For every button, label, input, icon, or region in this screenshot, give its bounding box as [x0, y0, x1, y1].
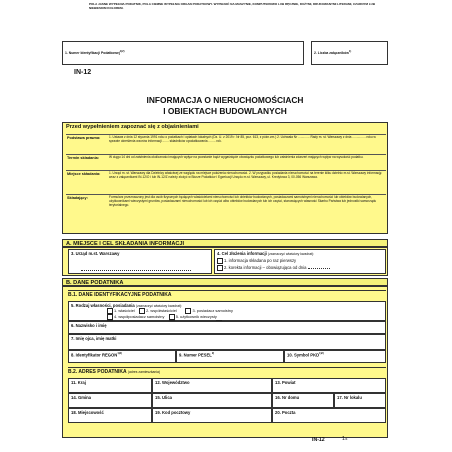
pesel-field[interactable]: 9. Numer PESEL$^{2)}$ — [176, 350, 284, 363]
header-note: POLA JASNE WYPEŁNIA PODATNIK, POLA CIEMNE WYPEŁNIA ORGAN PODATKOWY. WYPEŁNIĆ NA MASZYNIE, KOMPUTEROWO LUB RĘCZNIE, DUŻYMI, DRUKOWANYMI LITERAMI, CZARNYM LUB NIEBIESKIM KOLOREM. — [89, 2, 375, 10]
office-field[interactable]: 3. Urząd m.st. Warszawy — [68, 249, 212, 274]
apartment-number-field[interactable]: 17. Nr lokalu — [334, 393, 386, 408]
instruction-text: 1. Ustawa z dnia 12 stycznia 1991 roku o podatkach i opłatach lokalnych (Dz. U. z 2019 r. Nr 85, poz. 613, z późn.zm.) 2. Uchwała Nr ............. Rady m. st. Warszawy z dnia ............... roku w sprawie określenia wzorów informacji ....... składników opodatkowania ........ rok. — [109, 135, 376, 143]
purpose-option-correction[interactable]: 2. korekta informacji – obowiązująca od dnia — [217, 265, 383, 271]
purpose-field: 4. Cel złożenia informacji (zaznaczyć właściwy kwadrat): 1. informacja składana po raz pierwszy 2. korekta informacji – obowiązująca od dnia — [214, 249, 386, 274]
parents-names-field[interactable]: 7. Imię ojca, imię matki — [68, 334, 386, 350]
instruction-row — [66, 154, 386, 170]
page-number: 1/4 — [342, 436, 348, 442]
checkbox[interactable] — [217, 258, 223, 264]
instruction-label: Podstawa prawna: — [67, 136, 101, 140]
instructions-heading: Przed wypełnieniem zapoznać się z objaśnieniami — [66, 124, 199, 130]
section-a-heading: A. MIEJSCE I CEL SKŁADANIA INFORMACJI — [62, 239, 388, 247]
attachments-label: 2. Liczba załączników$^{1)}$ — [314, 50, 352, 56]
postal-code-field[interactable]: 19. Kod pocztowy — [152, 408, 272, 423]
county-field[interactable]: 13. Powiat — [272, 378, 386, 393]
municipality-field[interactable]: 14. Gmina — [68, 393, 152, 408]
instruction-label: Składający: — [67, 196, 88, 200]
instruction-text: 1. Urząd m. st. Warszawy dla Dzielnicy właściwej ze względu na miejsce położenia nieruchomości. 2. W przypadku posiadania nieruchomości na terenie kilku dzielnic m.st. Warszawy informację wraz z załącznikami IN-12/O i lub IN-12/Z należy złożyć w Biurze Podatków i Egzekucji Urzędu m.st. Warszawy, ul. Kredytowa 3, 00-056 Warszawa. — [109, 171, 382, 179]
instruction-text: W ciągu 14 dni od zaistnienia okoliczności mających wpływ na powstanie bądź wygaśnięcie obowiązku podatkowego lub zaistnienia zdarzeń mających wpływ na wysokość podatku. — [109, 155, 364, 159]
footer-form-code: IN-12 — [312, 437, 325, 443]
ownership-option[interactable]: 4. współposiadacz samoistny — [107, 314, 164, 319]
nip-field[interactable] — [62, 41, 304, 65]
ownership-option[interactable]: 5. użytkownik wieczysty — [169, 314, 217, 319]
voivodeship-field[interactable]: 12. Województwo — [152, 378, 272, 393]
nip-label: 1. Numer Identyfikacji Podatkowej$^{1)2)}$ — [65, 50, 125, 56]
section-b-heading: B. DANE PODATNIKA — [62, 278, 388, 286]
instruction-label: Termin składania: — [67, 156, 100, 160]
b2-heading: B.2. ADRES PODATNIKA (adres zamieszkania) — [68, 367, 386, 375]
house-number-field[interactable]: 16. Nr domu — [272, 393, 334, 408]
ownership-option[interactable]: 3. posiadacz samoistny — [185, 308, 232, 313]
country-field[interactable]: 11. Kraj — [68, 378, 152, 393]
form-code: IN-12 — [74, 69, 92, 76]
surname-name-field[interactable]: 6. Nazwisko i imię — [68, 321, 386, 334]
checkbox[interactable] — [217, 265, 223, 271]
instruction-row — [66, 170, 386, 194]
instruction-text: Formularz przeznaczony jest dla osób fizycznych będących właścicielami nieruchomości lub obiektów budowlanych, posiadaczami samoistnymi nieruchomości lub obiektów budowlanych, użytkownikami wieczystymi gruntów, posiadaczami nieruchomości lub ich części albo obiektów budowlanych lub ich części, stanowiących własność Skarbu Państwa lub jednostki samorządu terytorialnego. — [109, 195, 377, 207]
b1-heading: B.1. DANE IDENTYFIKACYJNE PODATNIKA — [68, 290, 386, 298]
page-title: INFORMACJA O NIERUCHOMOŚCIACH I OBIEKTACH BUDOWLANYCH — [146, 95, 304, 116]
purpose-option-first[interactable]: 1. informacja składana po raz pierwszy — [217, 258, 383, 264]
post-office-field[interactable]: 20. Poczta — [272, 408, 386, 423]
ownership-option[interactable]: 2. współwłaściciel — [139, 308, 177, 313]
regon-field[interactable]: 8. Identyfikator $REGON^{1)2)}$ — [68, 350, 176, 363]
pkd-field[interactable]: 10. Symbol $PKD^{1)2)}$ — [284, 350, 386, 363]
instruction-row — [66, 194, 386, 232]
instruction-row — [66, 134, 386, 154]
city-field[interactable]: 18. Miejscowość — [68, 408, 152, 423]
office-dotted-line — [81, 270, 191, 271]
street-field[interactable]: 15. Ulica — [152, 393, 272, 408]
instruction-label: Miejsce składania: — [67, 172, 101, 176]
ownership-option[interactable]: 1. właściciel — [107, 308, 135, 313]
ownership-field: 5. Rodzaj własności, posiadania (zaznaczyć właściwy kwadrat): 1. właściciel 2. współwłaściciel 3. posiadacz samoistny 4. współposiadacz samoistny 5. użytkownik wieczysty — [68, 301, 386, 321]
attachments-count-field[interactable] — [311, 41, 388, 65]
